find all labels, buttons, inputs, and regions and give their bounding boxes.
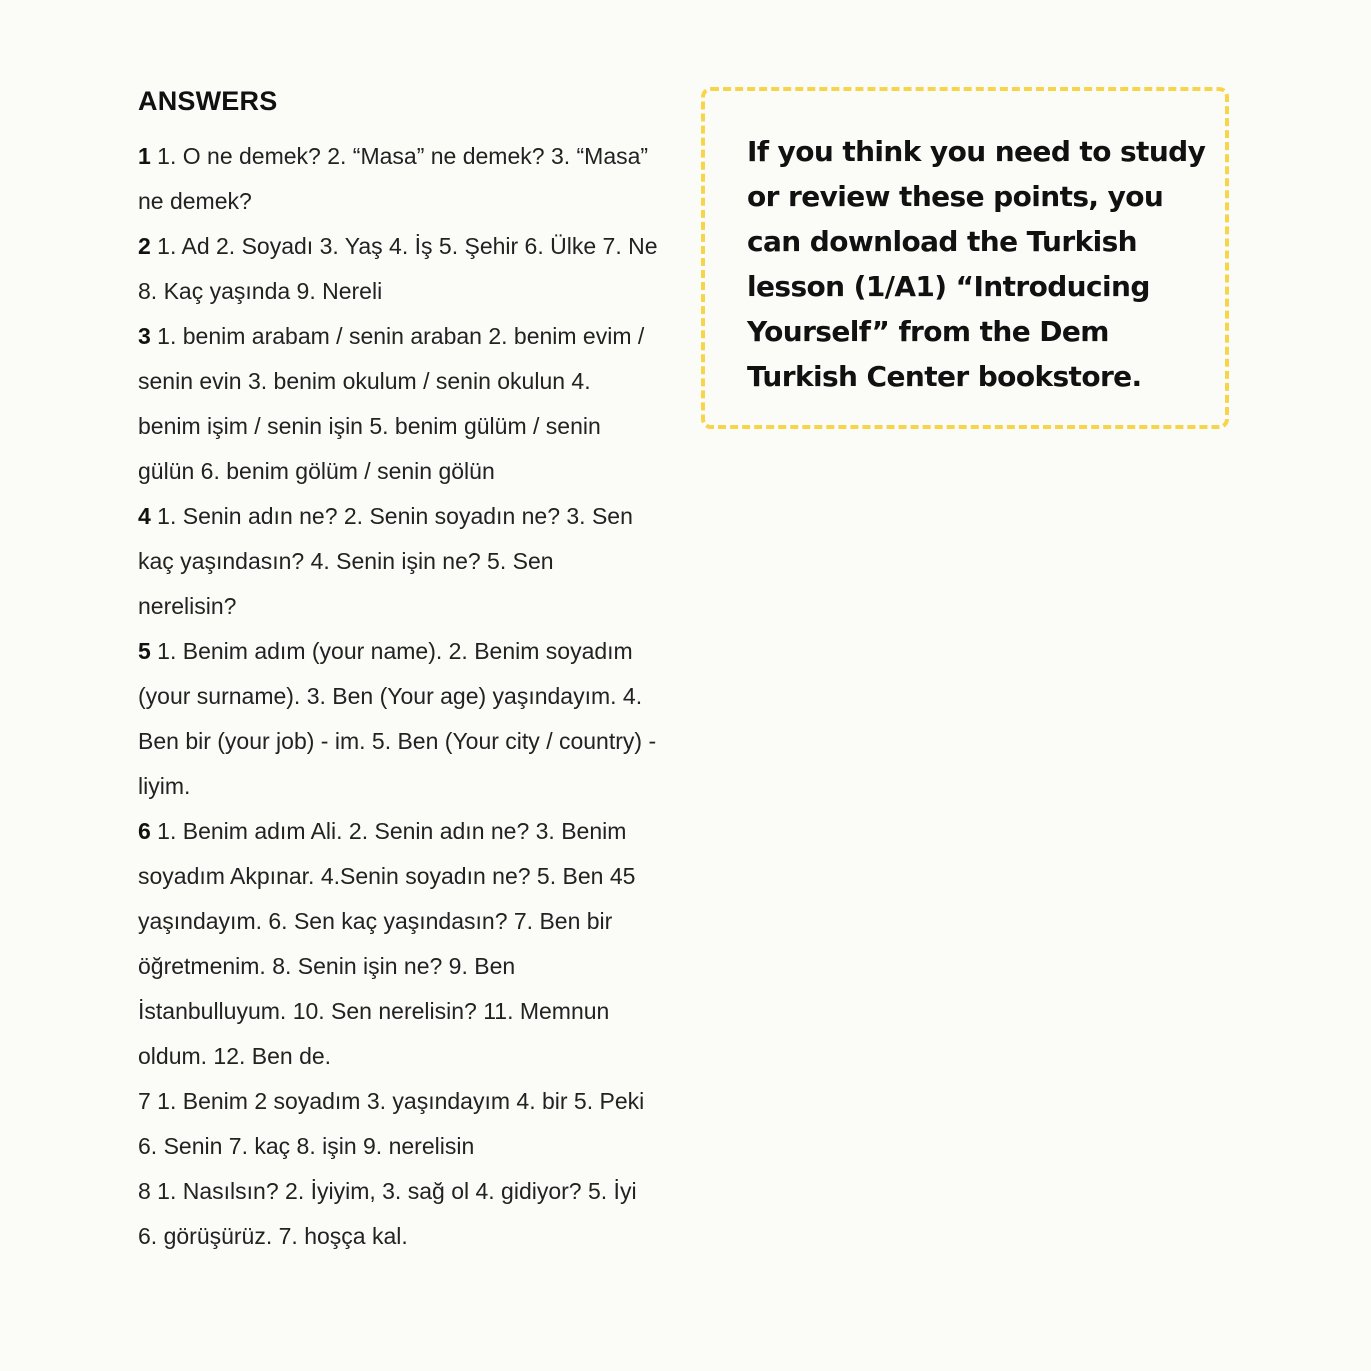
answer-text: 1. Benim adım Ali. 2. Senin adın ne? 3. Benim soyadım Akpınar. 4.Senin soyadın ne? 5. Ben 45 yaşındayım. 6. Sen kaç yaşındasın? 7. Ben bir öğretmenim. 8. Senin işin ne? 9. Ben İstanbulluyum. 10. Sen nerelisin? 11. Memnun oldum. 12. Ben de. — [138, 818, 636, 1069]
answer-item-7 — [138, 1079, 658, 1169]
answer-text: 1. Senin adın ne? 2. Senin soyadın ne? 3. Sen kaç yaşındasın? 4. Senin işin ne? 5. Sen nerelisin? — [138, 503, 633, 619]
answer-text: 1. Benim 2 soyadım 3. yaşındayım 4. bir 5. Peki 6. Senin 7. kaç 8. işin 9. nerelisin — [138, 1088, 645, 1159]
answer-text: 1. O ne demek? 2. “Masa” ne demek? 3. “Masa” ne demek? — [138, 143, 649, 214]
study-note-box — [701, 87, 1229, 429]
answer-item-1 — [138, 134, 658, 224]
answer-text: 1. Ad 2. Soyadı 3. Yaş 4. İş 5. Şehir 6. Ülke 7. Ne 8. Kaç yaşında 9. Nereli — [138, 233, 658, 304]
answer-item-5 — [138, 629, 658, 809]
answer-number: 1 — [138, 143, 151, 169]
answer-item-8 — [138, 1169, 658, 1259]
answer-number: 6 — [138, 818, 151, 844]
answer-item-6 — [138, 809, 658, 1079]
answer-number: 4 — [138, 503, 151, 529]
answer-number: 7 — [138, 1088, 151, 1114]
answer-number: 8 — [138, 1178, 151, 1204]
answer-item-2 — [138, 224, 658, 314]
answer-item-4 — [138, 494, 658, 629]
answer-number: 5 — [138, 638, 151, 664]
answers-section — [138, 82, 658, 1259]
answer-item-3 — [138, 314, 658, 494]
study-note-text: If you think you need to study or review these points, you can download the Turkish lesson (1/A1) “Introducing Yourself” from the Dem Turkish Center bookstore. — [747, 135, 1206, 393]
answer-text: 1. Benim adım (your name). 2. Benim soyadım (your surname). 3. Ben (Your age) yaşındayım. 4. Ben bir (your job) - im. 5. Ben (Your city / country) - liyim. — [138, 638, 657, 799]
answer-text: 1. Nasılsın? 2. İyiyim, 3. sağ ol 4. gidiyor? 5. İyi 6. görüşürüz. 7. hoşça kal. — [138, 1178, 637, 1249]
answer-number: 2 — [138, 233, 151, 259]
answer-text: 1. benim arabam / senin araban 2. benim evim / senin evin 3. benim okulum / senin okulun 4. benim işim / senin işin 5. benim gülüm / senin gülün 6. benim gölüm / senin gölün — [138, 323, 645, 484]
answers-title: ANSWERS — [138, 86, 278, 116]
answer-number: 3 — [138, 323, 151, 349]
